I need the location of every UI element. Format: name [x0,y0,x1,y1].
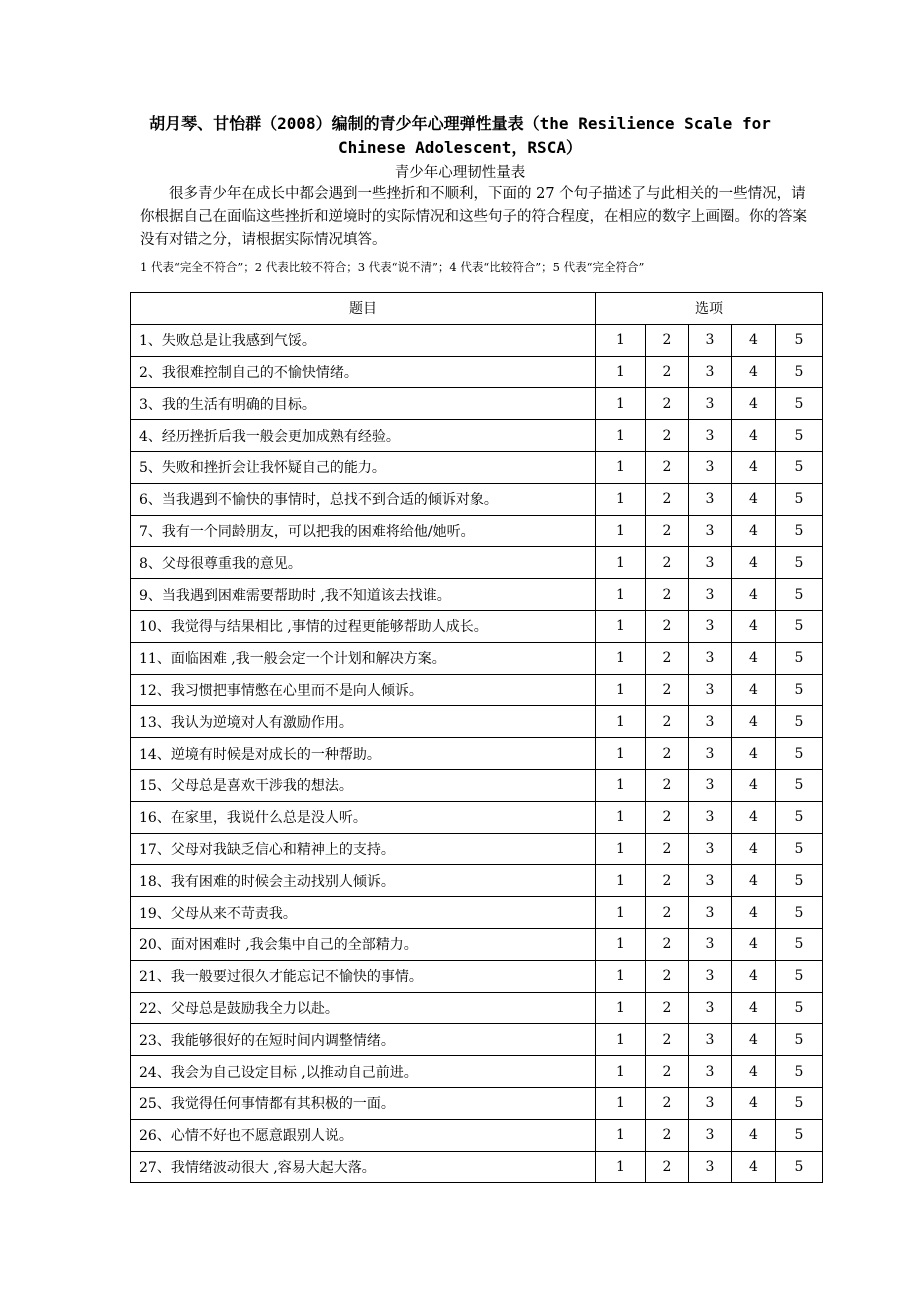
question-text: 8、父母很尊重我的意见。 [131,547,596,579]
option-2[interactable]: 2 [646,579,689,611]
option-2[interactable]: 2 [646,1056,689,1088]
table-row [131,324,823,356]
question-text: 5、失败和挫折会让我怀疑自己的能力。 [131,451,596,483]
option-1[interactable]: 1 [596,388,646,420]
option-5[interactable]: 5 [776,356,823,388]
option-1[interactable]: 1 [596,579,646,611]
option-3[interactable]: 3 [689,483,732,515]
question-text: 23、我能够很好的在短时间内调整情绪。 [131,1024,596,1056]
option-5[interactable]: 5 [776,1087,823,1119]
table-row [131,642,823,674]
question-text: 1、失败总是让我感到气馁。 [131,324,596,356]
option-2[interactable]: 2 [646,769,689,801]
option-3[interactable]: 3 [689,324,732,356]
option-3[interactable]: 3 [689,515,732,547]
title-line-1: 胡月琴、甘怡群（2008）编制的青少年心理弹性量表（the Resilience Scale for [149,114,771,133]
option-5[interactable]: 5 [776,547,823,579]
option-3[interactable]: 3 [689,865,732,897]
table-row [131,451,823,483]
table-row [131,1056,823,1088]
option-1[interactable]: 1 [596,1151,646,1183]
option-5[interactable]: 5 [776,610,823,642]
option-5[interactable]: 5 [776,928,823,960]
document-title [110,112,810,160]
table-row [131,1119,823,1151]
table-body [131,324,823,1183]
option-3[interactable]: 3 [689,388,732,420]
table-row [131,1087,823,1119]
question-text: 25、我觉得任何事情都有其积极的一面。 [131,1087,596,1119]
option-2[interactable]: 2 [646,706,689,738]
option-5[interactable]: 5 [776,1119,823,1151]
option-1[interactable]: 1 [596,960,646,992]
table-row [131,769,823,801]
option-4[interactable]: 4 [732,420,776,452]
option-2[interactable]: 2 [646,1024,689,1056]
option-4[interactable]: 4 [732,897,776,929]
table-row [131,674,823,706]
option-1[interactable]: 1 [596,420,646,452]
option-5[interactable]: 5 [776,1056,823,1088]
option-3[interactable]: 3 [689,897,732,929]
option-1[interactable]: 1 [596,1119,646,1151]
option-2[interactable]: 2 [646,324,689,356]
table-row [131,833,823,865]
option-4[interactable]: 4 [732,706,776,738]
option-2[interactable]: 2 [646,388,689,420]
option-1[interactable]: 1 [596,515,646,547]
option-5[interactable]: 5 [776,642,823,674]
option-5[interactable]: 5 [776,738,823,770]
table-row [131,579,823,611]
question-text: 14、逆境有时候是对成长的一种帮助。 [131,738,596,770]
question-text: 19、父母从来不苛责我。 [131,897,596,929]
option-4[interactable]: 4 [732,1024,776,1056]
option-3[interactable]: 3 [689,928,732,960]
option-2[interactable]: 2 [646,865,689,897]
option-5[interactable]: 5 [776,579,823,611]
option-5[interactable]: 5 [776,515,823,547]
option-5[interactable]: 5 [776,324,823,356]
option-4[interactable]: 4 [732,738,776,770]
option-1[interactable]: 1 [596,642,646,674]
scale-subtitle: 青少年心理韧性量表 [394,165,526,181]
option-2[interactable]: 2 [646,897,689,929]
option-4[interactable]: 4 [732,865,776,897]
option-3[interactable]: 3 [689,420,732,452]
option-1[interactable]: 1 [596,451,646,483]
question-text: 13、我认为逆境对人有激励作用。 [131,706,596,738]
table-row [131,388,823,420]
option-4[interactable]: 4 [732,515,776,547]
option-5[interactable]: 5 [776,674,823,706]
table-row [131,610,823,642]
option-3[interactable]: 3 [689,579,732,611]
question-text: 12、我习惯把事情憋在心里而不是向人倾诉。 [131,674,596,706]
option-5[interactable]: 5 [776,960,823,992]
option-3[interactable]: 3 [689,1024,732,1056]
option-5[interactable]: 5 [776,483,823,515]
option-1[interactable]: 1 [596,674,646,706]
option-3[interactable]: 3 [689,1119,732,1151]
question-text: 26、心情不好也不愿意跟别人说。 [131,1119,596,1151]
option-3[interactable]: 3 [689,547,732,579]
option-4[interactable]: 4 [732,960,776,992]
question-text: 17、父母对我缺乏信心和精神上的支持。 [131,833,596,865]
option-4[interactable]: 4 [732,451,776,483]
question-text: 16、在家里，我说什么总是没人听。 [131,801,596,833]
option-5[interactable]: 5 [776,451,823,483]
question-text: 4、经历挫折后我一般会更加成熟有经验。 [131,420,596,452]
header-item: 题目 [131,293,596,325]
option-2[interactable]: 2 [646,992,689,1024]
table-row [131,928,823,960]
table-row [131,547,823,579]
option-2[interactable]: 2 [646,420,689,452]
option-1[interactable]: 1 [596,1056,646,1088]
option-1[interactable]: 1 [596,801,646,833]
question-text: 3、我的生活有明确的目标。 [131,388,596,420]
table-row [131,801,823,833]
option-2[interactable]: 2 [646,801,689,833]
question-text: 15、父母总是喜欢干涉我的想法。 [131,769,596,801]
question-text: 18、我有困难的时候会主动找别人倾诉。 [131,865,596,897]
option-4[interactable]: 4 [732,833,776,865]
question-text: 20、面对困难时 ,我会集中自己的全部精力。 [131,928,596,960]
table-row [131,706,823,738]
question-text: 9、当我遇到困难需要帮助时 ,我不知道该去找谁。 [131,579,596,611]
option-4[interactable]: 4 [732,928,776,960]
option-4[interactable]: 4 [732,483,776,515]
option-1[interactable]: 1 [596,897,646,929]
option-3[interactable]: 3 [689,801,732,833]
option-2[interactable]: 2 [646,833,689,865]
option-1[interactable]: 1 [596,738,646,770]
option-5[interactable]: 5 [776,420,823,452]
table-row [131,960,823,992]
option-5[interactable]: 5 [776,769,823,801]
option-2[interactable]: 2 [646,451,689,483]
option-5[interactable]: 5 [776,801,823,833]
option-2[interactable]: 2 [646,960,689,992]
option-4[interactable]: 4 [732,642,776,674]
header-options: 选项 [596,293,823,325]
question-text: 2、我很难控制自己的不愉快情绪。 [131,356,596,388]
option-3[interactable]: 3 [689,642,732,674]
option-4[interactable]: 4 [732,610,776,642]
option-3[interactable]: 3 [689,833,732,865]
option-5[interactable]: 5 [776,388,823,420]
option-5[interactable]: 5 [776,706,823,738]
option-3[interactable]: 3 [689,992,732,1024]
option-2[interactable]: 2 [646,547,689,579]
table-row [131,515,823,547]
table-row [131,897,823,929]
option-2[interactable]: 2 [646,738,689,770]
question-text: 27、我情绪波动很大 ,容易大起大落。 [131,1151,596,1183]
table-row [131,420,823,452]
option-2[interactable]: 2 [646,515,689,547]
option-2[interactable]: 2 [646,928,689,960]
option-2[interactable]: 2 [646,610,689,642]
table-row [131,1024,823,1056]
table-row [131,1151,823,1183]
option-1[interactable]: 1 [596,483,646,515]
option-3[interactable]: 3 [689,674,732,706]
option-4[interactable]: 4 [732,1087,776,1119]
option-4[interactable]: 4 [732,579,776,611]
option-4[interactable]: 4 [732,388,776,420]
option-1[interactable]: 1 [596,547,646,579]
option-2[interactable]: 2 [646,1151,689,1183]
option-1[interactable]: 1 [596,992,646,1024]
option-1[interactable]: 1 [596,928,646,960]
option-5[interactable]: 5 [776,992,823,1024]
option-5[interactable]: 5 [776,1151,823,1183]
option-5[interactable]: 5 [776,1024,823,1056]
option-1[interactable]: 1 [596,833,646,865]
option-5[interactable]: 5 [776,865,823,897]
option-2[interactable]: 2 [646,1119,689,1151]
option-1[interactable]: 1 [596,610,646,642]
option-4[interactable]: 4 [732,1056,776,1088]
option-2[interactable]: 2 [646,356,689,388]
option-3[interactable]: 3 [689,738,732,770]
question-text: 10、我觉得与结果相比 ,事情的过程更能够帮助人成长。 [131,610,596,642]
option-3[interactable]: 3 [689,1087,732,1119]
option-1[interactable]: 1 [596,706,646,738]
option-4[interactable]: 4 [732,1151,776,1183]
option-4[interactable]: 4 [732,324,776,356]
question-text: 7、我有一个同龄朋友，可以把我的困难将给他/她听。 [131,515,596,547]
option-1[interactable]: 1 [596,1024,646,1056]
table-header-row [131,293,823,325]
option-4[interactable]: 4 [732,356,776,388]
option-2[interactable]: 2 [646,1087,689,1119]
option-3[interactable]: 3 [689,610,732,642]
table-row [131,992,823,1024]
question-text: 24、我会为自己设定目标 ,以推动自己前进。 [131,1056,596,1088]
instructions-paragraph: 很多青少年在成长中都会遇到一些挫折和不顺利，下面的 27 个句子描述了与此相关的一些情况，请你根据自己在面临这些挫折和逆境时的实际情况和这些句子的符合程度，在相应的数字上画圈。你的答案没有对错之分，请根据实际情况填答。 [140,186,807,248]
option-5[interactable]: 5 [776,897,823,929]
option-1[interactable]: 1 [596,1087,646,1119]
option-3[interactable]: 3 [689,960,732,992]
option-1[interactable]: 1 [596,324,646,356]
option-4[interactable]: 4 [732,674,776,706]
option-3[interactable]: 3 [689,356,732,388]
table-row [131,865,823,897]
option-4[interactable]: 4 [732,992,776,1024]
option-1[interactable]: 1 [596,865,646,897]
question-text: 22、父母总是鼓励我全力以赴。 [131,992,596,1024]
question-text: 6、当我遇到不愉快的事情时，总找不到合适的倾诉对象。 [131,483,596,515]
option-3[interactable]: 3 [689,769,732,801]
question-text: 21、我一般要过很久才能忘记不愉快的事情。 [131,960,596,992]
option-3[interactable]: 3 [689,1056,732,1088]
option-5[interactable]: 5 [776,833,823,865]
table-row [131,483,823,515]
table-row [131,356,823,388]
option-4[interactable]: 4 [732,769,776,801]
option-2[interactable]: 2 [646,483,689,515]
rating-legend: 1 代表“完全不符合”；2 代表比较不符合；3 代表“说不清”；4 代表“比较符合”；5 代表“完全符合” [140,260,645,274]
option-4[interactable]: 4 [732,801,776,833]
option-2[interactable]: 2 [646,674,689,706]
title-line-2: Chinese Adolescent，RSCA） [338,138,582,157]
option-3[interactable]: 3 [689,1151,732,1183]
option-4[interactable]: 4 [732,1119,776,1151]
option-1[interactable]: 1 [596,356,646,388]
option-3[interactable]: 3 [689,451,732,483]
option-2[interactable]: 2 [646,642,689,674]
option-1[interactable]: 1 [596,769,646,801]
table-row [131,738,823,770]
question-text: 11、面临困难 ,我一般会定一个计划和解决方案。 [131,642,596,674]
questionnaire-table [130,292,823,1183]
option-3[interactable]: 3 [689,706,732,738]
option-4[interactable]: 4 [732,547,776,579]
